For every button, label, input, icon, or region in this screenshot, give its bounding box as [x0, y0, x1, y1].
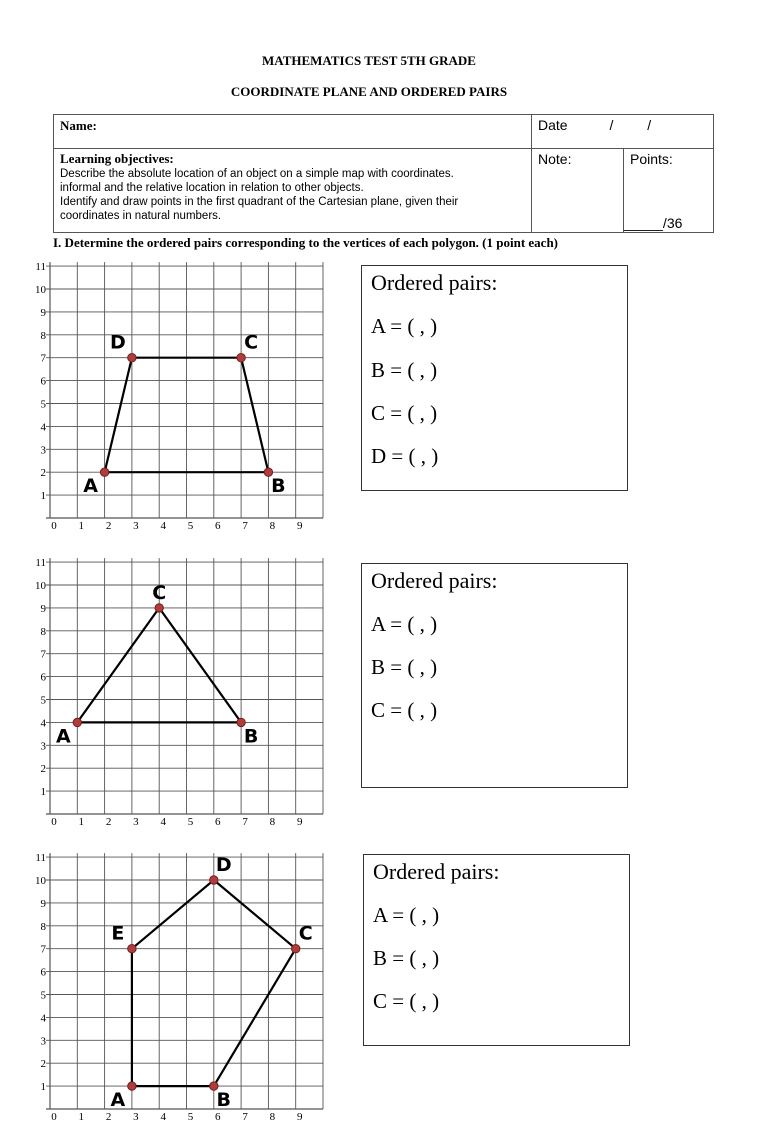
x-tick-label: 7 [242, 520, 248, 532]
y-tick-label: 8 [40, 920, 46, 933]
pair-a[interactable]: A = ( , ) [371, 612, 438, 636]
y-tick-label: 9 [40, 897, 46, 910]
vertex-label: D [110, 331, 126, 354]
pair-b[interactable]: B = ( , ) [371, 655, 438, 679]
ordered-pairs-box [361, 563, 628, 788]
vertex-point [73, 718, 81, 726]
x-tick-label: 5 [187, 1111, 194, 1123]
vertex-label: B [271, 475, 286, 498]
x-tick-label: 2 [105, 816, 112, 828]
note-label: Note: [538, 151, 572, 167]
vertex-point [128, 1082, 136, 1090]
x-tick-label: 6 [215, 816, 221, 828]
y-tick-label: 2 [40, 1058, 46, 1071]
objective-line: Describe the absolute location of an object on a simple map with coordinates. [60, 168, 454, 180]
x-tick-label: 6 [215, 1111, 221, 1123]
student-info-table [53, 114, 714, 233]
x-tick-label: 0 [51, 1111, 57, 1123]
pair-b[interactable]: B = ( , ) [373, 946, 440, 970]
vertex-label: C [244, 331, 259, 354]
test-title: MATHEMATICS TEST 5TH GRADE [262, 53, 476, 68]
y-tick-label: 6 [40, 966, 46, 979]
y-tick-label: 8 [40, 625, 46, 638]
y-tick-label: 3 [40, 740, 46, 753]
x-tick-label: 9 [296, 1111, 303, 1123]
y-tick-label: 7 [40, 648, 46, 661]
ordered-pairs-box [363, 854, 630, 1046]
y-tick-label: 10 [35, 580, 46, 592]
ordered-pairs-title: Ordered pairs: [371, 270, 498, 295]
x-tick-label: 1 [78, 1111, 85, 1123]
ordered-pairs-title: Ordered pairs: [373, 859, 500, 884]
x-tick-label: 4 [160, 1111, 166, 1123]
x-tick-label: 1 [78, 520, 85, 532]
pair-b[interactable]: B = ( , ) [371, 358, 438, 382]
pair-c[interactable]: C = ( , ) [373, 989, 440, 1013]
x-tick-label: 9 [296, 520, 303, 532]
vertex-point [128, 945, 136, 953]
y-tick-label: 5 [40, 398, 46, 411]
points-cell[interactable] [624, 149, 714, 233]
vertex-point [155, 604, 163, 612]
x-tick-label: 5 [187, 816, 194, 828]
y-tick-label: 5 [40, 989, 46, 1002]
y-tick-label: 1 [40, 490, 46, 503]
vertex-point [237, 354, 245, 362]
y-tick-label: 1 [40, 786, 46, 799]
date-slash: / [647, 117, 652, 133]
vertex-label: C [298, 922, 313, 945]
y-tick-label: 4 [40, 421, 46, 434]
y-tick-label: 9 [40, 306, 46, 319]
objectives-title: Learning objectives: [60, 151, 174, 166]
vertex-label: A [55, 725, 71, 748]
coordinate-grid [35, 848, 325, 1133]
vertex-label: B [243, 725, 259, 748]
section-instruction: I. Determine the ordered pairs corresponding to the vertices of each polygon. (1 point each) [53, 235, 559, 250]
y-tick-label: 7 [40, 352, 46, 365]
vertex-point [100, 468, 108, 476]
ordered-pairs-box [361, 265, 628, 491]
pair-c[interactable]: C = ( , ) [371, 698, 438, 722]
date-label: Date [538, 117, 568, 133]
objective-line: coordinates in natural numbers. [60, 210, 222, 222]
y-tick-label: 10 [35, 284, 46, 296]
y-tick-label: 8 [40, 329, 46, 342]
objective-line: informal and the relative location in relation to other objects. [60, 182, 364, 194]
points-label: Points: [630, 151, 673, 167]
y-tick-label: 3 [40, 444, 46, 457]
vertex-label: A [110, 1089, 126, 1112]
objectives-cell [54, 149, 532, 233]
vertex-label: C [152, 581, 167, 604]
test-subtitle: COORDINATE PLANE AND ORDERED PAIRS [230, 84, 508, 99]
x-tick-label: 4 [160, 520, 166, 532]
objective-line: Identify and draw points in the first quadrant of the Cartesian plane, given their [60, 196, 459, 208]
x-tick-label: 3 [133, 520, 139, 532]
date-slash: / [609, 117, 614, 133]
x-tick-label: 5 [187, 520, 194, 532]
y-tick-label: 6 [40, 375, 46, 388]
y-tick-label: 11 [35, 261, 46, 274]
pair-d[interactable]: D = ( , ) [371, 444, 439, 468]
x-tick-label: 7 [242, 1111, 248, 1123]
x-tick-label: 1 [78, 816, 85, 828]
y-tick-label: 1 [40, 1081, 46, 1094]
y-tick-label: 2 [40, 467, 46, 480]
x-tick-label: 6 [215, 520, 221, 532]
y-tick-label: 11 [35, 852, 46, 865]
x-tick-label: 9 [296, 816, 303, 828]
date-cell[interactable] [532, 115, 714, 149]
name-cell[interactable] [54, 115, 532, 149]
y-tick-label: 3 [40, 1035, 46, 1048]
note-cell[interactable] [532, 149, 624, 233]
x-tick-label: 8 [269, 1111, 276, 1123]
vertex-label: D [215, 854, 232, 876]
vertex-label: E [111, 922, 125, 945]
x-tick-label: 3 [133, 816, 139, 828]
vertex-point [210, 876, 218, 884]
pair-a[interactable]: A = ( , ) [373, 903, 440, 927]
name-label: Name: [60, 118, 97, 133]
y-tick-label: 9 [40, 602, 46, 615]
points-total: _____/36 [624, 215, 683, 231]
coordinate-grid [35, 257, 325, 542]
x-tick-label: 8 [269, 816, 276, 828]
x-tick-label: 8 [269, 520, 276, 532]
y-tick-label: 4 [40, 717, 46, 730]
x-tick-label: 0 [51, 520, 57, 532]
y-tick-label: 11 [35, 557, 46, 570]
y-tick-label: 10 [35, 875, 46, 887]
vertex-label: B [216, 1089, 232, 1112]
y-tick-label: 7 [40, 943, 46, 956]
x-tick-label: 2 [105, 1111, 112, 1123]
y-tick-label: 5 [40, 694, 46, 707]
pair-c[interactable]: C = ( , ) [371, 401, 438, 425]
y-tick-label: 6 [40, 671, 46, 684]
x-tick-label: 4 [160, 816, 166, 828]
x-tick-label: 3 [133, 1111, 139, 1123]
vertex-point [292, 945, 300, 953]
y-tick-label: 2 [40, 763, 46, 776]
x-tick-label: 7 [242, 816, 248, 828]
x-tick-label: 2 [105, 520, 112, 532]
pair-a[interactable]: A = ( , ) [371, 314, 438, 338]
y-tick-label: 4 [40, 1012, 46, 1025]
vertex-label: A [83, 475, 98, 498]
x-tick-label: 0 [51, 816, 57, 828]
vertex-point [128, 354, 136, 362]
ordered-pairs-title: Ordered pairs: [371, 568, 498, 593]
coordinate-grid [35, 553, 325, 838]
